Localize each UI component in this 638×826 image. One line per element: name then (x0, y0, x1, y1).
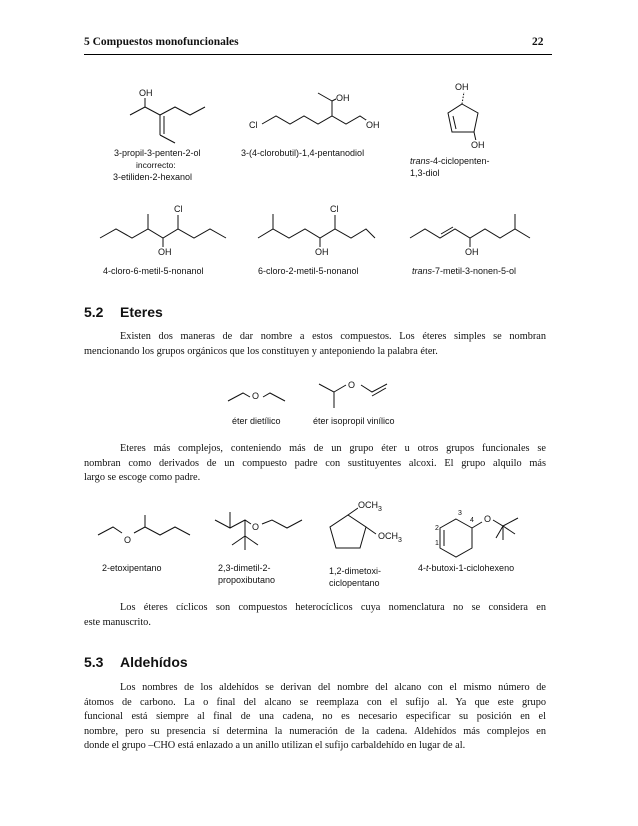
structure-ciclopentendiol (448, 92, 478, 141)
compound-name: ciclopentano (329, 578, 380, 588)
atom-och3: $OCH_3$ (358, 500, 382, 513)
atom-cl: Cl (174, 204, 183, 214)
structure-etoxipentano (98, 515, 190, 535)
running-header: 5 Compuestos monofuncionales (84, 36, 239, 48)
page-number: 22 (532, 36, 544, 48)
compound-name: 1,2-dimetoxi- (329, 566, 382, 576)
compound-name: propoxibutano (218, 575, 276, 585)
compound-name: 6-cloro-2-metil-5-nonanol (258, 266, 359, 276)
structure-butoxiciclohexeno (440, 518, 518, 557)
paragraph-eteres-complejos: Eteres más complejos, conteniendo más de un grupo éter u otros grupos funcionales se nombran como derivados de un compuesto padre con sustituyentes alcoxi. El grupo alquilo más largo se escoge como padre. (84, 443, 546, 483)
structure-clorobutilpentanodiol (262, 93, 372, 124)
atom-oh: OH (471, 140, 485, 150)
atom-o: O (252, 522, 260, 532)
atom-och3: $OCH_3$ (378, 531, 402, 544)
ring-number: 1 (435, 540, 439, 547)
ring-number: 2 (435, 525, 439, 532)
atom-cl: Cl (330, 204, 339, 214)
compound-name: trans-7-metil-3-nonen-5-ol (412, 266, 517, 276)
compound-name-note: incorrecto: (136, 160, 176, 170)
structure-propilpentenol (130, 96, 205, 143)
paragraph-aldehidos: Los nombres de los aldehídos se derivan del nombre del alcano con el mismo número de átomos de carbono. La o final del alcano se reemplaza con el sufijo al. Ya que este grupo funcional está siempre al final de una cadena, no es necesario especificar su posición en el nombre, pero su presencia sí determina la numeración de la cadena. Aldehídos más complejos en donde el grupo –CHO está enlazado a un anillo utilizan el sufijo carbaldehído en lugar de al. (84, 682, 546, 751)
compound-name: 3-etiliden-2-hexanol (113, 172, 193, 182)
compound-name: trans-4-ciclopenten- (410, 156, 490, 166)
section-heading-eteres: 5.2 Eteres (84, 304, 163, 320)
paragraph-eteres-intro: Existen dos maneras de dar nombre a estos compuestos. Los éteres simples se nombran mencionando los grupos orgánicos que los constituyen y anteponiendo la palabra éter. (84, 331, 546, 357)
atom-oh: OH (139, 88, 153, 98)
atom-oh: OH (158, 247, 172, 257)
paragraph-eteres-ciclicos: Los éteres cíclicos son compuestos heterocíclicos cuya nomenclatura no se considera en este manuscrito. (84, 602, 546, 628)
atom-oh: OH (315, 247, 329, 257)
ring-number: 3 (458, 510, 462, 517)
section-heading-aldehidos: 5.3 Aldehídos (84, 654, 188, 670)
atom-o: O (124, 535, 132, 545)
compound-name: 4-cloro-6-metil-5-nonanol (103, 266, 204, 276)
compound-name: 3-(4-clorobutil)-1,4-pentanodiol (241, 148, 365, 158)
atom-o: O (348, 380, 356, 390)
structure-cloronmetilnonanol2 (258, 214, 375, 248)
compound-name: 3-propil-3-penten-2-ol (114, 148, 201, 158)
atom-cl: Cl (249, 120, 258, 130)
compound-name: 2,3-dimetil-2- (218, 563, 271, 573)
compound-name: 2-etoxipentano (102, 563, 162, 573)
atom-o: O (484, 514, 492, 524)
ring-number: 4 (470, 517, 474, 524)
atom-oh: OH (465, 247, 479, 257)
atom-oh: OH (336, 93, 350, 103)
compound-name: 4-t-butoxi-1-ciclohexeno (418, 563, 515, 573)
atom-o: O (252, 391, 260, 401)
atom-oh: OH (366, 120, 380, 130)
compound-name: 1,3-diol (410, 168, 440, 178)
structure-metilnonenol (410, 214, 530, 248)
atom-oh: OH (455, 82, 469, 92)
compound-name: éter isopropil vinílico (313, 416, 395, 426)
structure-clorometilnonanol (100, 214, 226, 248)
compound-name: éter dietílico (232, 416, 281, 426)
